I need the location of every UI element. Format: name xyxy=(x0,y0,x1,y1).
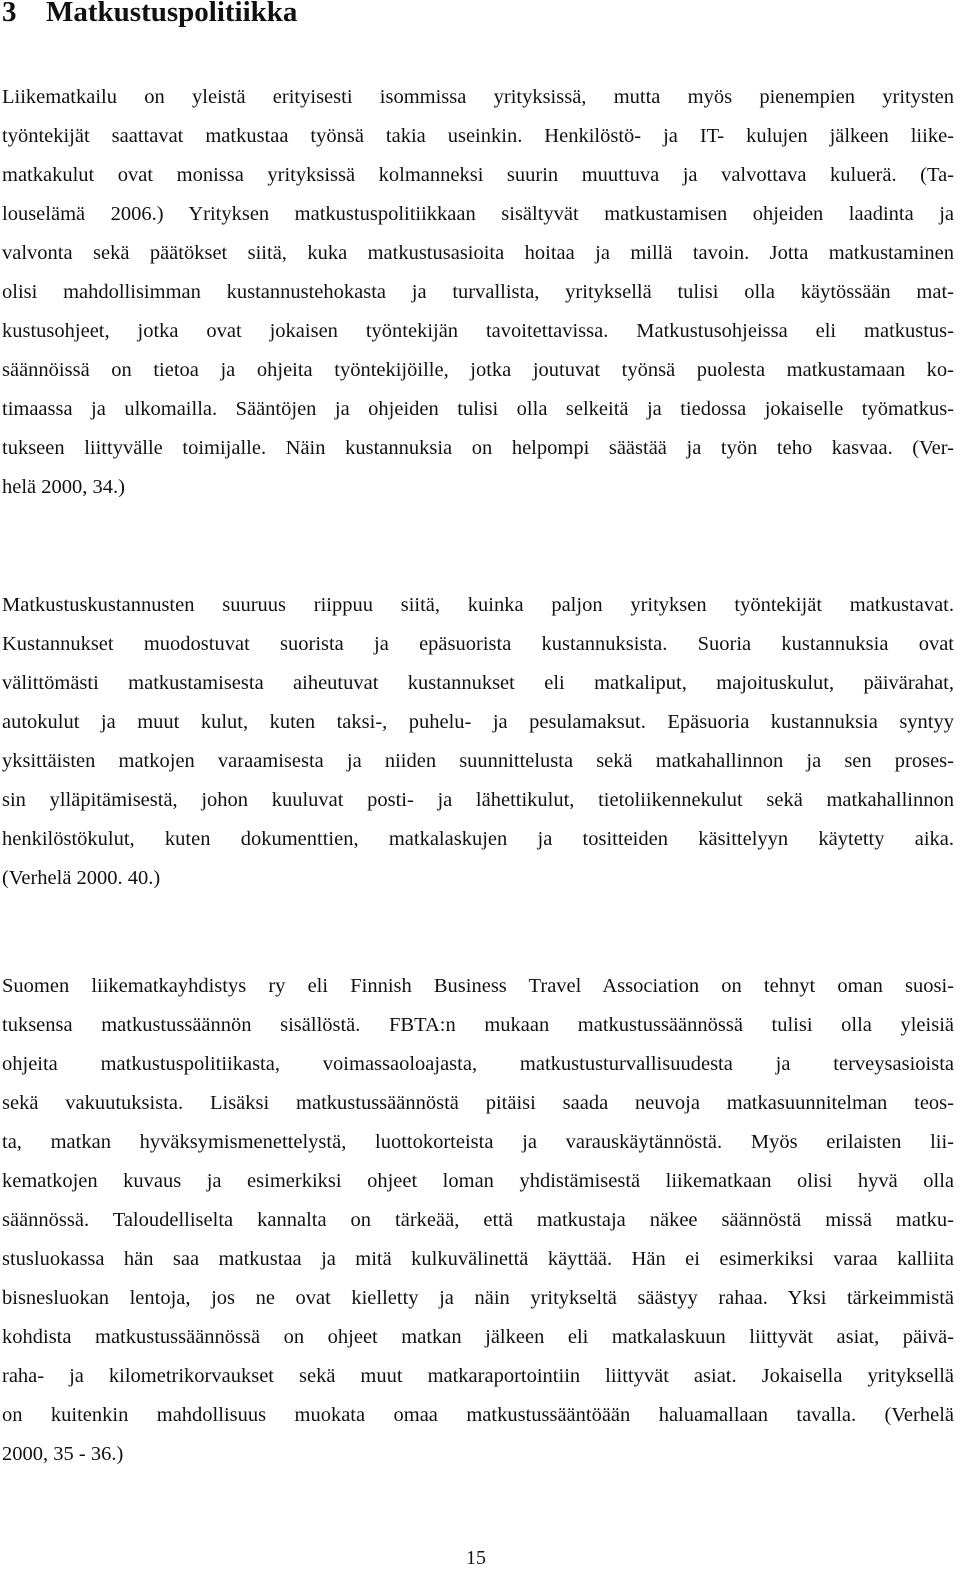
text-line: Kustannukset muodostuvat suorista ja epäsuorista kustannuksista. Suoria kustannuksia ovat xyxy=(2,633,954,655)
text-line: tuksensa matkustussäännön sisällöstä. FBTA:n mukaan matkustussäännössä tulisi olla yleisiä xyxy=(2,1014,954,1036)
page-number: 15 xyxy=(466,1547,486,1569)
paragraph xyxy=(2,586,954,898)
text-line: valvonta sekä päätökset siitä, kuka matkustusasioita hoitaa ja millä tavoin. Jotta matkustaminen xyxy=(2,242,954,264)
text-line: Liikematkailu on yleistä erityisesti isommissa yrityksissä, mutta myös pienempien yritysten xyxy=(2,86,954,108)
text-line: on kuitenkin mahdollisuus muokata omaa matkustussääntöään haluamallaan tavalla. (Verhelä xyxy=(2,1404,954,1426)
text-line: ta, matkan hyväksymismenettelystä, luottokorteista ja varauskäytännöstä. Myös erilaisten lii- xyxy=(2,1131,954,1153)
paragraph xyxy=(2,78,954,507)
text-line: yksittäisten matkojen varaamisesta ja niiden suunnittelusta sekä matkahallinnon ja sen proses- xyxy=(2,750,954,772)
text-line: raha- ja kilometrikorvaukset sekä muut matkaraportointiin liittyvät asiat. Jokaisella yrityksellä xyxy=(2,1365,954,1387)
text-line: timaassa ja ulkomailla. Sääntöjen ja ohjeiden tulisi olla selkeitä ja tiedossa jokaiselle työmatkus- xyxy=(2,398,954,420)
text-line: välittömästi matkustamisesta aiheutuvat kustannukset eli matkaliput, majoituskulut, päivärahat, xyxy=(2,672,954,694)
text-line: säännöissä on tietoa ja ohjeita työntekijöille, jotka joutuvat työnsä puolesta matkustamaan ko- xyxy=(2,359,954,381)
text-line: ohjeita matkustuspolitiikasta, voimassaoloajasta, matkustusturvallisuudesta ja terveysasioista xyxy=(2,1053,954,1075)
section-heading xyxy=(2,0,297,30)
text-line: Matkustuskustannusten suuruus riippuu siitä, kuinka paljon yrityksen työntekijät matkustavat. xyxy=(2,594,954,616)
text-line: kematkojen kuvaus ja esimerkiksi ohjeet loman yhdistämisestä liikematkaan olisi hyvä olla xyxy=(2,1170,954,1192)
section-title: Matkustuspolitiikka xyxy=(46,0,298,28)
text-line: stusluokassa hän saa matkustaa ja mitä kulkuvälinettä käyttää. Hän ei esimerkiksi varaa kalliita xyxy=(2,1248,954,1270)
section-number: 3 xyxy=(2,0,17,28)
text-line: tukseen liittyvälle toimijalle. Näin kustannuksia on helpompi säästää ja työn teho kasvaa. (Ver- xyxy=(2,437,954,459)
text-line: matkakulut ovat monissa yrityksissä kolmanneksi suurin muuttuva ja valvottava kuluerä. (Ta- xyxy=(2,164,954,186)
text-line: bisnesluokan lentoja, jos ne ovat kielletty ja näin yritykseltä säästyy rahaa. Yksi tärkeimmistä xyxy=(2,1287,954,1309)
text-line: henkilöstökulut, kuten dokumenttien, matkalaskujen ja tositteiden käsittelyyn käytetty aika. xyxy=(2,828,954,850)
text-line: (Verhelä 2000. 40.) xyxy=(2,867,161,889)
text-line: Suomen liikematkayhdistys ry eli Finnish Business Travel Association on tehnyt oman suosi- xyxy=(2,975,954,997)
text-line: säännössä. Taloudelliselta kannalta on tärkeää, että matkustaja näkee säännöstä missä matku- xyxy=(2,1209,954,1231)
text-line: louselämä 2006.) Yrityksen matkustuspolitiikkaan sisältyvät matkustamisen ohjeiden laadinta ja xyxy=(2,203,954,225)
text-line: autokulut ja muut kulut, kuten taksi-, puhelu- ja pesulamaksut. Epäsuoria kustannuksia syntyy xyxy=(2,711,954,733)
text-line: kustusohjeet, jotka ovat jokaisen työntekijän tavoitettavissa. Matkustusohjeissa eli matkustus- xyxy=(2,320,954,342)
paragraph xyxy=(2,967,954,1474)
text-line: kohdista matkustussäännössä on ohjeet matkan jälkeen eli matkalaskuun liittyvät asiat, päivä- xyxy=(2,1326,954,1348)
text-line: olisi mahdollisimman kustannustehokasta ja turvallista, yrityksellä tulisi olla käytössään mat- xyxy=(2,281,954,303)
text-line: työntekijät saattavat matkustaa työnsä takia useinkin. Henkilöstö- ja IT- kulujen jälkeen liike- xyxy=(2,125,954,147)
text-line: sin ylläpitämisestä, johon kuuluvat posti- ja lähettikulut, tietoliikennekulut sekä matkahallinnon xyxy=(2,789,954,811)
text-line: 2000, 35 - 36.) xyxy=(2,1443,124,1465)
text-line: helä 2000, 34.) xyxy=(2,476,125,498)
text-line: sekä vakuutuksista. Lisäksi matkustussäännöstä pitäisi saada neuvoja matkasuunnitelman teos- xyxy=(2,1092,954,1114)
